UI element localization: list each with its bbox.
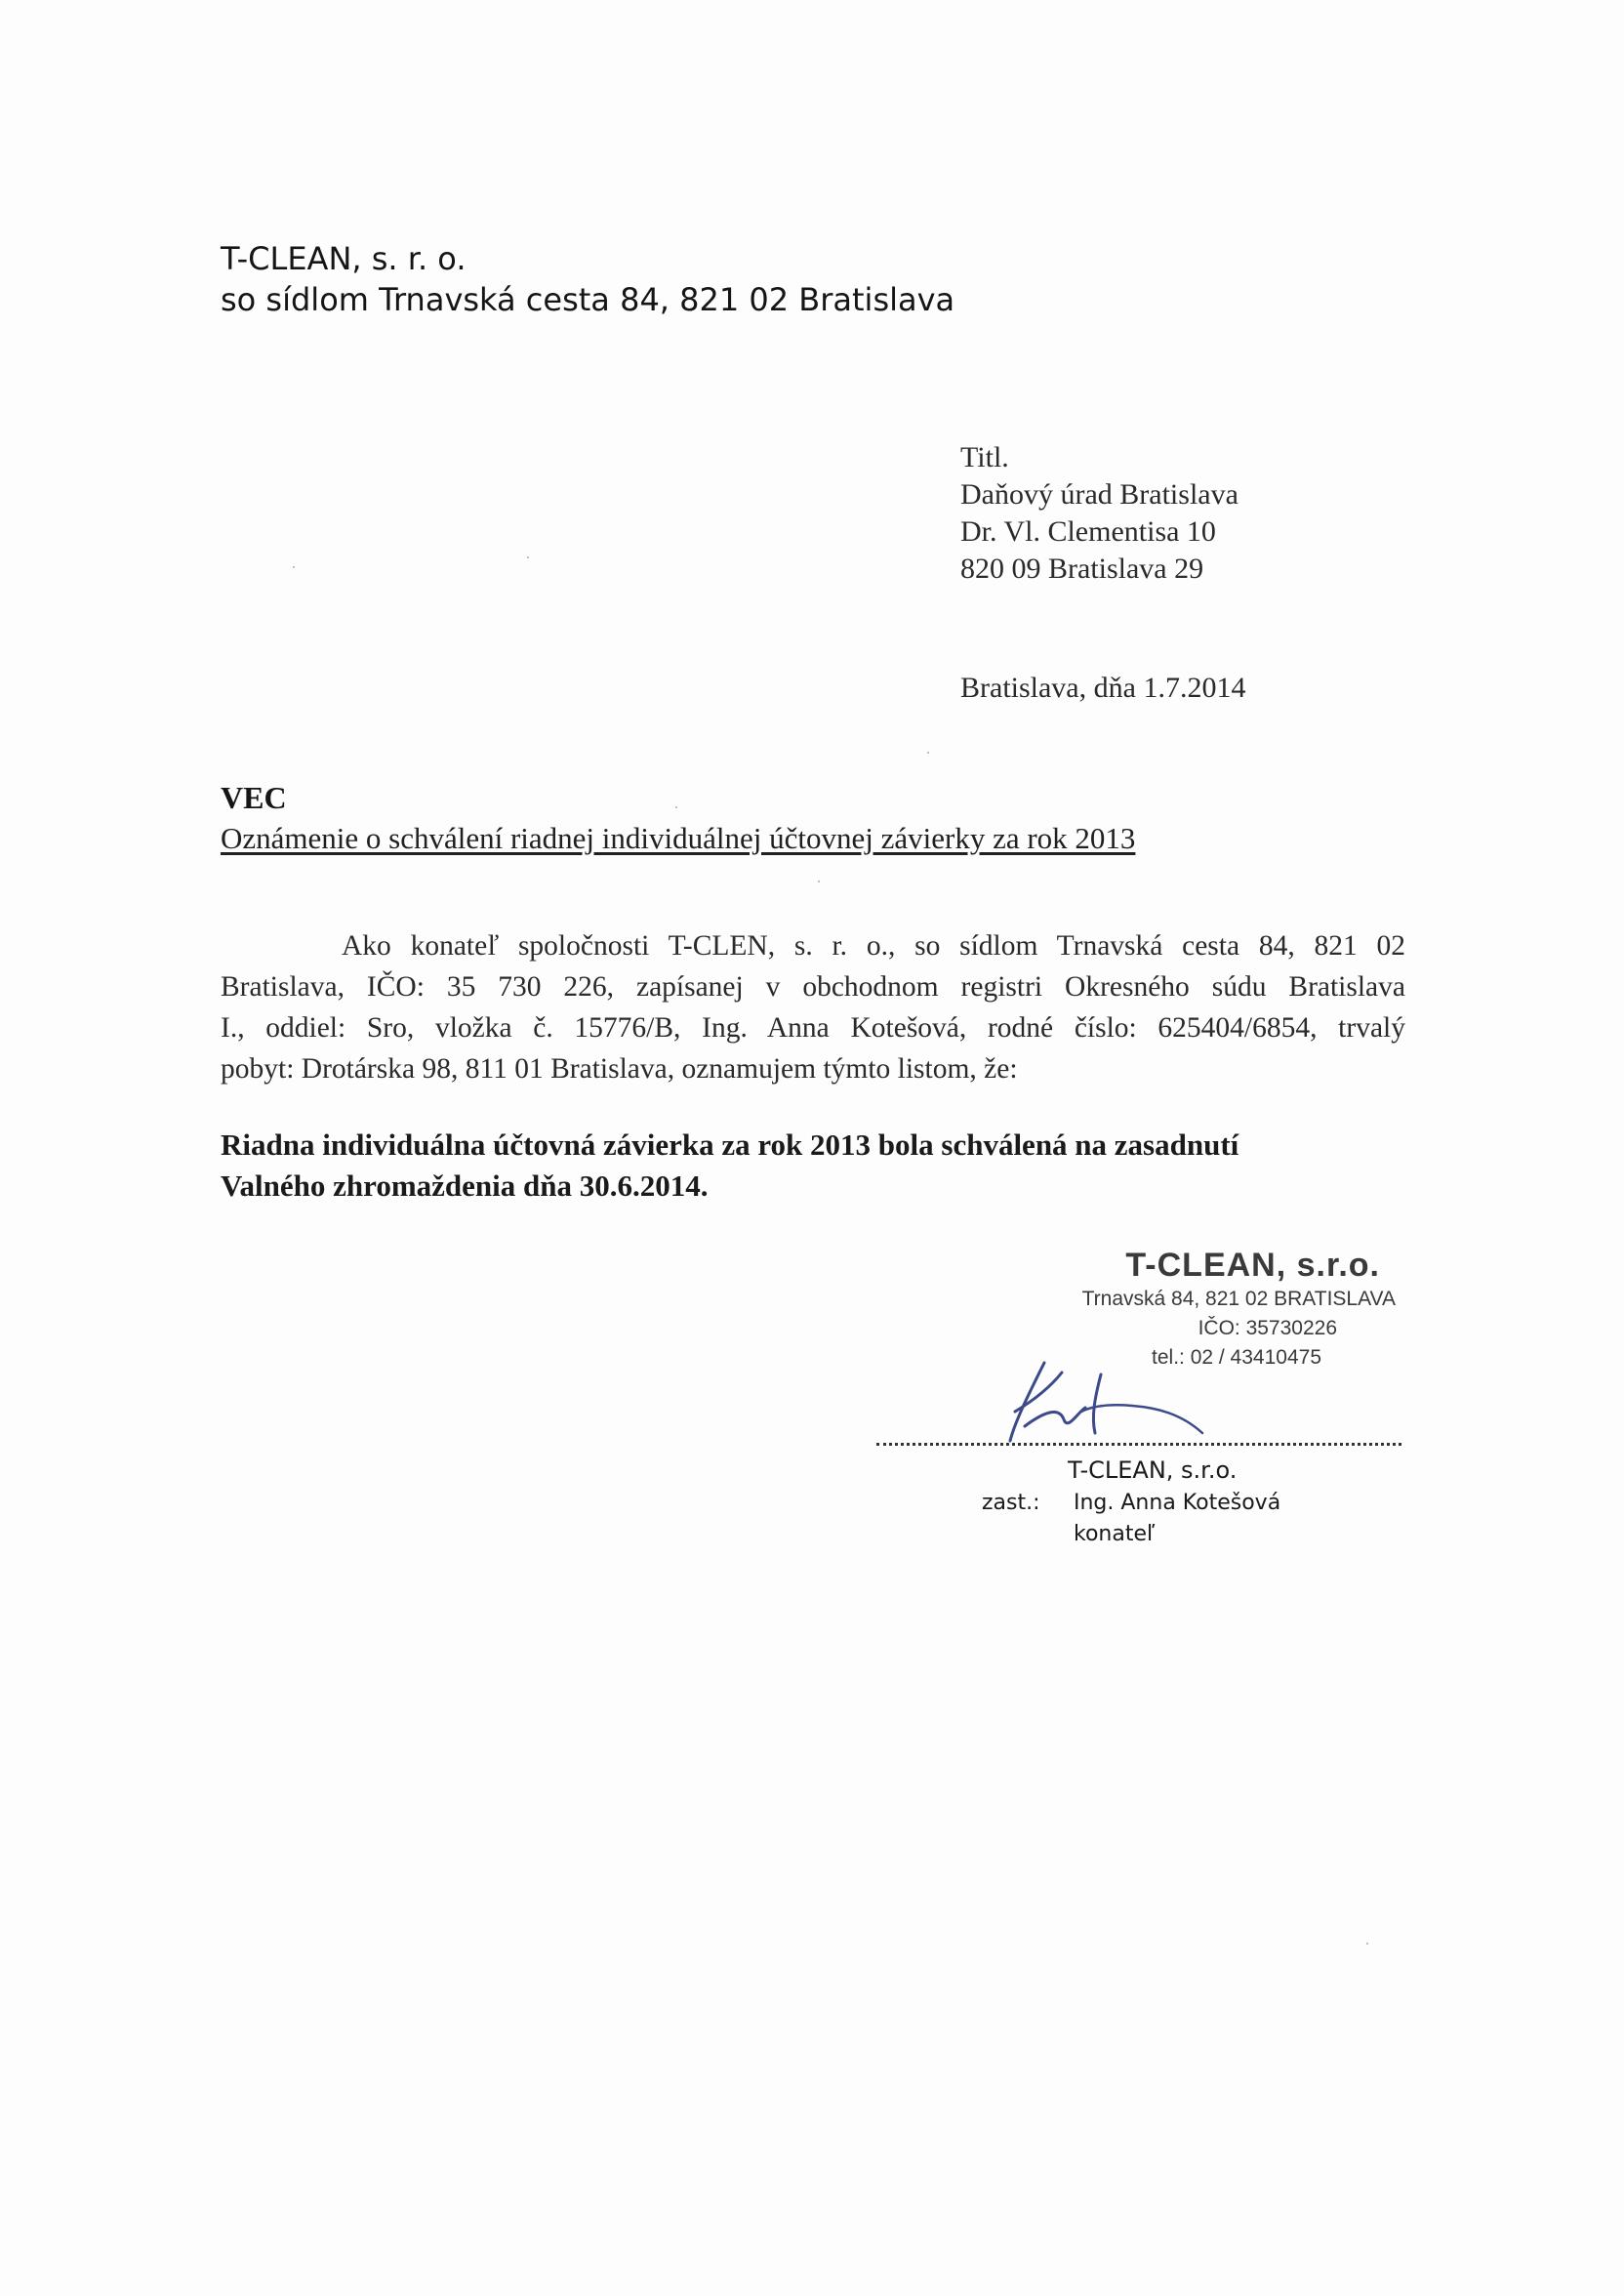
signer-role: konateľ	[1074, 1522, 1156, 1546]
recipient-block	[960, 439, 1238, 588]
stamp-company-name: T-CLEAN, s.r.o.	[1125, 1247, 1380, 1284]
recipient-salutation: Titl.	[960, 441, 1009, 473]
stamp-ico: IČO: 35730226	[1198, 1317, 1337, 1339]
signature-line	[876, 1443, 1401, 1446]
body-paragraph	[221, 925, 1405, 1089]
announcement	[221, 1125, 1392, 1207]
stamp-address: Trnavská 84, 821 02 BRATISLAVA	[1081, 1288, 1396, 1310]
sender-block	[221, 238, 954, 320]
announcement-line: Valného zhromaždenia dňa 30.6.2014.	[221, 1168, 709, 1203]
scan-speck	[293, 566, 295, 568]
sender-company: T-CLEAN, s. r. o.	[221, 240, 467, 277]
recipient-office: Daňový úrad Bratislava	[960, 478, 1238, 511]
announcement-line: Riadna individuálna účtovná závierka za rok 2013 bola schválená na zasadnutí	[221, 1128, 1239, 1162]
recipient-street: Dr. Vl. Clementisa 10	[960, 515, 1216, 548]
signer-rep-name: Ing. Anna Kotešová	[1074, 1491, 1281, 1515]
subject-text: Oznámenie o schválení riadnej individuálnej účtovnej závierky za rok 2013	[221, 821, 1136, 855]
scan-speck	[927, 752, 929, 754]
date-line: Bratislava, dňa 1.7.2014	[960, 672, 1246, 704]
body-line: Ako konateľ spoločnosti T-CLEN, s. r. o., so sídlom Trnavská cesta 84, 821 02	[342, 930, 1405, 962]
subject-label: VEC	[221, 780, 287, 815]
scan-speck	[527, 556, 529, 558]
stamp-tel: tel.: 02 / 43410475	[1152, 1346, 1321, 1369]
body-line: I., oddiel: Sro, vložka č. 15776/B, Ing. Anna Kotešová, rodné číslo: 625404/6854, trvalý	[221, 1012, 1405, 1044]
signer-company: T-CLEAN, s.r.o.	[1068, 1456, 1238, 1484]
signer-rep-label: zast.:	[982, 1491, 1040, 1515]
body-line: pobyt: Drotárska 98, 811 01 Bratislava, oznamujem týmto listom, že:	[221, 1053, 1018, 1085]
scan-speck	[1366, 1943, 1368, 1945]
scan-speck	[818, 881, 820, 882]
recipient-city: 820 09 Bratislava 29	[960, 553, 1204, 585]
handwritten-signature	[986, 1343, 1249, 1451]
body-line: Bratislava, IČO: 35 730 226, zapísanej v obchodnom registri Okresného súdu Bratislava	[221, 971, 1405, 1003]
sender-address: so sídlom Trnavská cesta 84, 821 02 Bratislava	[221, 281, 955, 318]
scan-speck	[675, 806, 677, 808]
